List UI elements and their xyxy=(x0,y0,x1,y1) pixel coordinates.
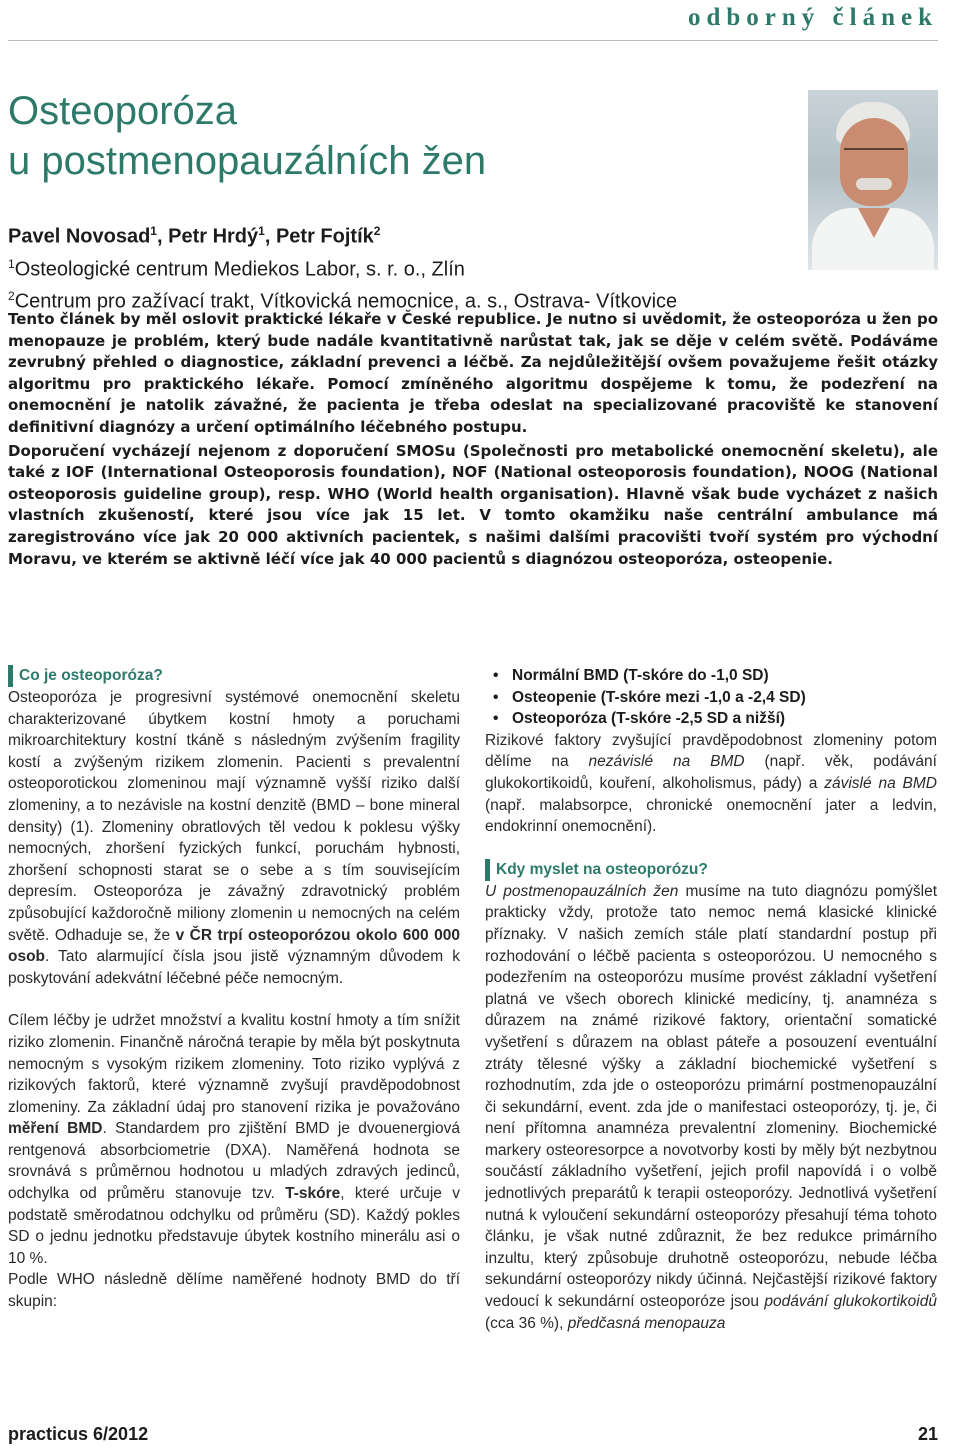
section-label: odborný článek xyxy=(687,4,938,31)
author-separator: , xyxy=(264,225,276,248)
article-title xyxy=(8,86,486,186)
abstract-paragraph-1: Tento článek by měl oslovit praktické lékaře v České republice. Je nutno si uvědomit, že osteoporóza u žen po menopauze je problém, který bude nadále kvantitativně narůstat tak, jak se děje v celém světě. Podáváme zevrubný přehled o diagnostice, základní prevenci a léčbě. Za nejdůležitější ovšem považujeme řešit otázky algoritmu pro praktického lékaře. Pomocí zmíněného algoritmu dospějeme k tomu, že podezření na onemocnění je natolik závažné, že pacienta je třeba odeslat na specializované pracoviště ke stanovení definitivní diagnózy a určení optimálního léčebného postupu. xyxy=(8,310,938,436)
text-run-italic: podávání glukokortikoidů xyxy=(764,1293,937,1311)
text-run: Cílem léčby je udržet množství a kvalitu kostní hmoty a tím snížit riziko zlomenin. Finančně náročná terapie by měla být poskytnuta nemocným s vysokým rizikem zlomeniny. Toto riziko vyplývá z rizikových faktorů, které významně zvyšují pravděpodobnost zlomeniny. Za základní údaj pro stanovení rizika je považováno xyxy=(8,1012,460,1116)
text-run: . Standardem pro zjištění BMD je dvouenergiová rentgenová absorbciometrie (DXA). Naměřená hodnota se srovnává s průměrnou hodnotou u mladých zdravých jedinců, odchylka od průměru stanovuje tzv. xyxy=(8,1120,460,1203)
header-rule xyxy=(8,40,938,41)
section-heading-what-is: Co je osteoporóza? xyxy=(8,665,460,687)
text-run-italic: závislé na BMD xyxy=(824,774,937,792)
text-run-italic: U postmenopauzálních žen xyxy=(485,882,679,900)
author-names xyxy=(8,218,677,251)
affiliation-1-text: Osteologické centrum Mediekos Labor, s. r. o., Zlín xyxy=(14,258,465,281)
text-run-bold: v ČR trpí osteoporózou okolo 600 000 osob xyxy=(8,926,460,966)
author-3-affiliation: 2 xyxy=(373,224,381,238)
list-item: • Osteoporóza (T-skóre -2,5 SD a nižší) xyxy=(485,708,937,730)
title-line-2: u postmenopauzálních žen xyxy=(8,139,487,183)
text-run: Rizikové faktory zvyšující pravděpodobnost zlomeniny potom dělíme na xyxy=(485,731,937,771)
journal-issue: practicus 6/2012 xyxy=(8,1424,149,1444)
text-run: . Tato alarmující čísla jsou jistě významným důvodem k poskytování adekvátní léčebné péče nemocným. xyxy=(8,948,460,987)
affiliation-1 xyxy=(8,251,677,284)
text-run: musíme na tuto diagnózu pomýšlet prakticky vždy, protože tato nemoc nemá klasické klinické příznaky. V našich zemích stále platí standardní postup při rozhodování o léčbě pacienta s osteoporózou. U nemocného s podezřením na osteoporózu musíme provést základní vyšetření platná ve všech oborech klinické medicíny, tj. anamnéza s důrazem na známé rizikové faktory, orientační somatické vyšetření s důrazem na oblast páteře a posouzení eventuální ztráty tělesné výšky a základní biochemické vyšetření s rozhodnutím, zda jde o osteoporózu primární postmenopauzální či sekundární, event. zda jde o manifestaci osteoporózy, tj. je, či není přítomna anamnéza prevalentní zlomeniny. Biochemické markery osteoresorpce a novotvorby kosti by měly být nezbytnou součástí základního vyšetření, jejich profil napovídá i o volbě jednotlivých preparátů k terapii osteoporózy. Jednotlivá vyšetření nutná k vyloučení sekundární osteoporózy přesahují téma tohoto článku, je však nutné zdůraznit, že bez redukce primárního inzultu, který způsobuje druhotně osteoporózu, nebude léčba sekundární osteoporózy nikdy účinná. Nejčastější rizikové faktory vedoucí k sekundární osteoporóze jsou xyxy=(485,882,937,1311)
text-run-bold: měření BMD xyxy=(8,1120,103,1138)
author-photo xyxy=(808,90,938,270)
paragraph-risk-factors xyxy=(485,730,937,838)
text-run-bold: T-skóre xyxy=(285,1185,341,1203)
affiliation-1-number: 1 xyxy=(8,256,15,271)
title-line-1: Osteoporóza xyxy=(8,89,238,133)
text-run: (např. věk, podávání glukokortikoidů, kouření, alkoholismus, pády) a xyxy=(485,753,937,792)
author-separator: , xyxy=(156,225,169,248)
text-run: (cca 36 %), xyxy=(485,1314,568,1332)
paragraph-when xyxy=(485,881,937,1334)
paragraph-who: Podle WHO následně dělíme naměřené hodnoty BMD do tří skupin: xyxy=(8,1271,460,1311)
author-1: Pavel Novosad xyxy=(8,225,151,248)
page-number: 21 xyxy=(917,1424,938,1444)
abstract-paragraph-2: Doporučení vycházejí nejenom z doporučení SMOSu (Společnosti pro metabolické onemocnění skeletu), ale také z IOF (International Osteoporosis foundation), NOF (National osteoporosis foundation), NOOG (National osteoporosis guideline group), resp. WHO (World health organisation). Hlavně však bude vycházet z našich vlastních zkušeností, které jsou více jak 15 let. V tomto okamžiku naše centrální ambulance má zaregistrováno více jak 20 000 aktivních pacientek, s našimi dalšími pracovišti tvoří systém pro východní Moravu, ve kterém se aktivně léčí více jak 40 000 pacientů s diagnózou osteoporóza, osteopenie. xyxy=(8,441,938,568)
column-left xyxy=(8,665,460,1313)
paragraph-definition xyxy=(8,687,460,989)
text-run: Osteoporóza je progresivní systémové onemocnění skeletu charakterizované úbytkem kostní hmoty a poruchami mikroarchitektury kostní tkáně s následným zvýšením fragility kostí a zvýšeným rizikem zlomenin. Pacienti s prevalentní osteoporotickou zlomeninou mají významně vyšší riziko další zlomeniny, a to nezávisle na kostní denzitě (BMD – bone mineral density) (1). Zlomeniny obratlových těl vedou k poklesu výšky nemocných, zhoršení fyzických funkcí, poruchám hybnosti, zhoršení schopnosti starat se o sebe a s tím souvisejícím depresím. Osteoporóza je závažný zdravotnický problém způsobující každoročně miliony zlomenin u nemocných na celém světě. Odhaduje se, že xyxy=(8,689,460,944)
list-item: • Osteopenie (T-skóre mezi -1,0 a -2,4 SD) xyxy=(485,687,937,709)
author-1-affiliation: 1 xyxy=(150,224,157,238)
text-run: , které určuje v podstatě směrodatnou odchylku od průměru (SD). Každý pokles SD o jednu jednotku představuje úbytek kostního minerálu asi o 10 %. xyxy=(8,1185,460,1267)
paragraph-treatment xyxy=(8,1010,460,1269)
text-run-italic: předčasná menopauza xyxy=(567,1314,726,1332)
bmd-groups-list xyxy=(485,665,937,730)
author-2: Petr Hrdý xyxy=(168,225,259,248)
text-run-italic: nezávislé na BMD xyxy=(588,753,745,771)
list-item: • Normální BMD (T-skóre do -1,0 SD) xyxy=(485,665,937,687)
author-2-affiliation: 1 xyxy=(258,224,265,238)
abstract xyxy=(8,309,938,570)
column-right xyxy=(485,665,937,1334)
author-3: Petr Fojtík xyxy=(275,225,374,248)
author-block xyxy=(8,218,677,316)
text-run: (např. malabsorpce, chronické onemocnění jater a ledvin, endokrinní onemocnění). xyxy=(485,796,937,836)
affiliation-2-number: 2 xyxy=(8,289,15,304)
affiliation-2-text: Centrum pro zažívací trakt, Vítkovická nemocnice, a. s., Ostrava- Vítkovice xyxy=(14,290,678,313)
section-heading-when: Kdy myslet na osteoporózu? xyxy=(485,859,937,881)
